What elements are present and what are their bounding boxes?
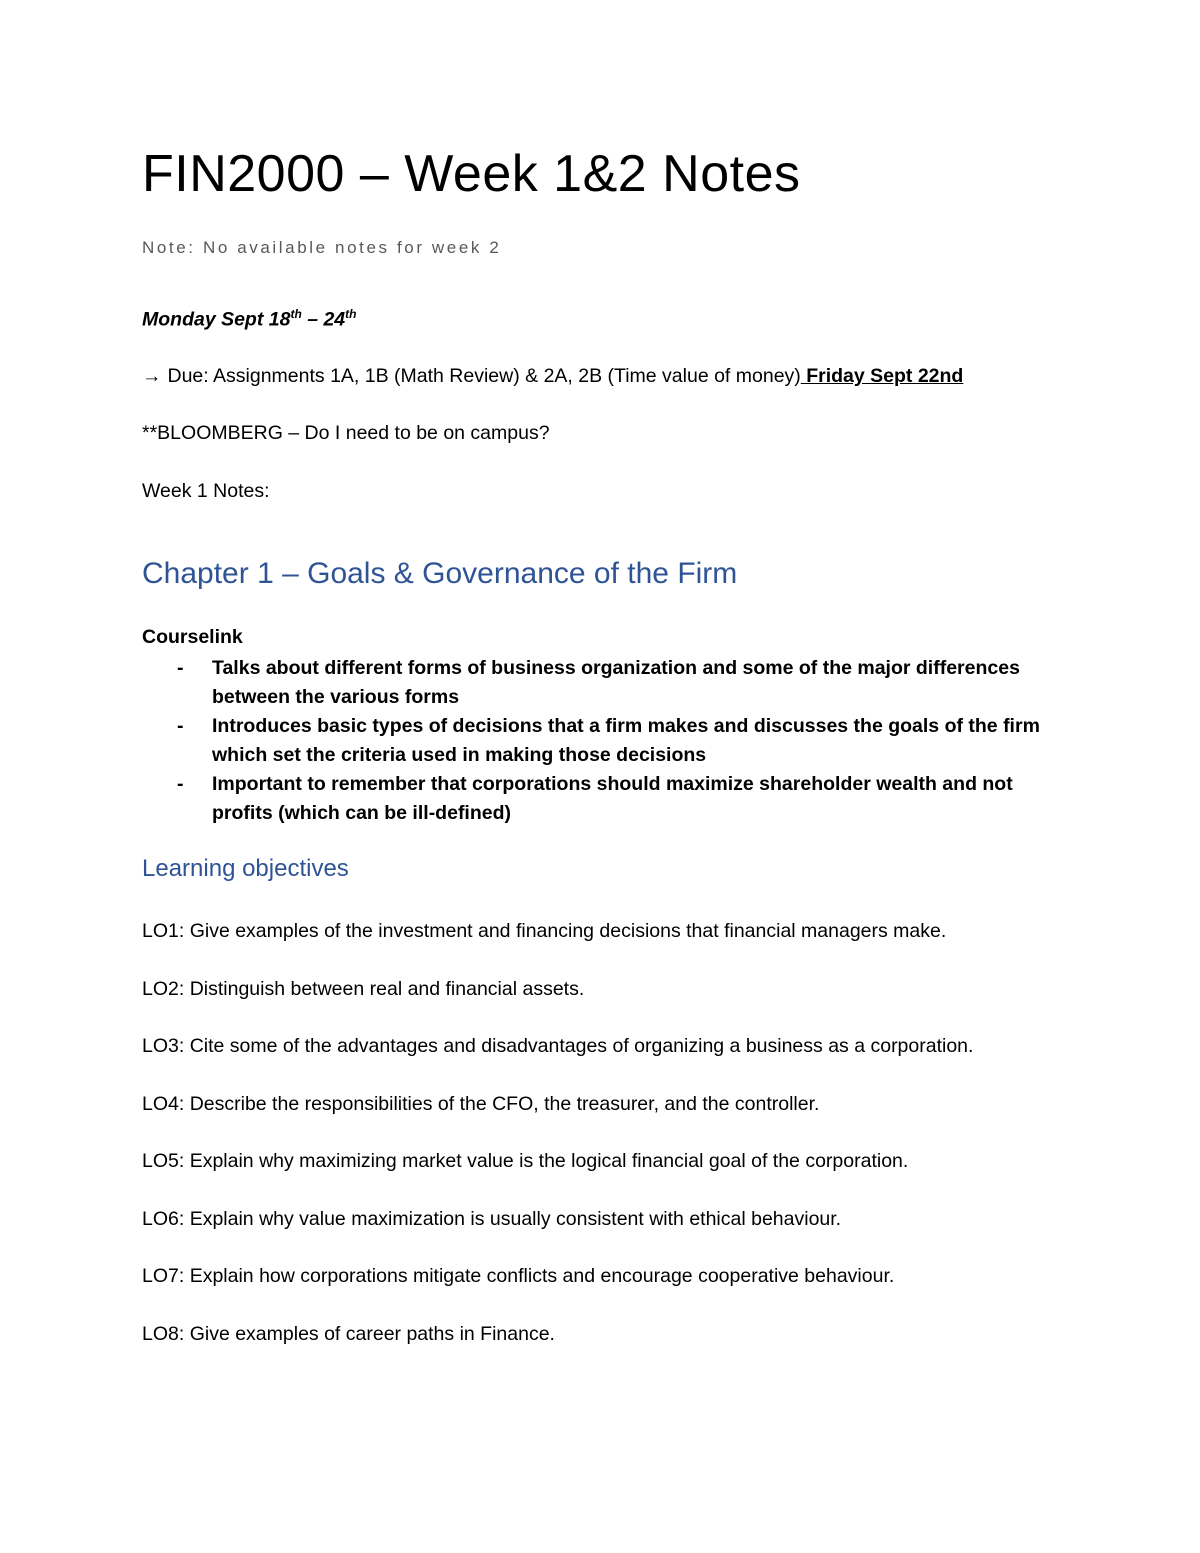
learning-objective: LO8: Give examples of career paths in Finance. xyxy=(142,1322,555,1345)
learning-objective: LO2: Distinguish between real and financial assets. xyxy=(142,977,585,1000)
bullet-text: Talks about different forms of business organization and some of the major differences between the various forms xyxy=(212,657,1020,708)
chapter-heading: Chapter 1 – Goals & Governance of the Firm xyxy=(142,557,738,590)
learning-objective: LO6: Explain why value maximization is usually consistent with ethical behaviour. xyxy=(142,1207,842,1230)
date-start: Monday Sept 18 xyxy=(142,308,291,331)
arrow-right-icon: → xyxy=(142,365,162,387)
due-deadline: Friday Sept 22nd xyxy=(800,365,964,387)
courselink-label: Courselink xyxy=(142,626,243,648)
learning-objectives-list xyxy=(142,917,1062,1377)
date-end: – 24 xyxy=(301,308,346,331)
week-notes-label: Week 1 Notes: xyxy=(142,480,270,502)
list-item xyxy=(142,770,1062,828)
learning-objective: LO3: Cite some of the advantages and disadvantages of organizing a business as a corporation. xyxy=(142,1035,974,1057)
date-range xyxy=(142,307,356,332)
learning-objective: LO1: Give examples of the investment and financing decisions that financial managers make. xyxy=(142,920,947,942)
list-item xyxy=(142,712,1062,770)
bullet-text: Introduces basic types of decisions that a firm makes and discusses the goals of the firm which set the criteria used in making those decisions xyxy=(212,715,1040,766)
learning-objective: LO7: Explain how corporations mitigate conflicts and encourage cooperative behaviour. xyxy=(142,1265,895,1287)
dash-bullet-icon: - xyxy=(177,773,184,795)
learning-objectives-heading: Learning objectives xyxy=(142,855,349,882)
dash-bullet-icon: - xyxy=(177,715,184,737)
list-item xyxy=(142,654,1062,712)
page-title: FIN2000 – Week 1&2 Notes xyxy=(142,145,801,203)
due-text: Due: Assignments 1A, 1B (Math Review) & 2A, 2B (Time value of money) xyxy=(167,365,801,387)
dash-bullet-icon: - xyxy=(177,657,184,679)
learning-objective: LO4: Describe the responsibilities of the CFO, the treasurer, and the controller. xyxy=(142,1092,820,1115)
subtitle-note: Note: No available notes for week 2 xyxy=(142,238,502,257)
date-start-suffix: th xyxy=(290,307,302,321)
learning-objective: LO5: Explain why maximizing market value is the logical financial goal of the corporation. xyxy=(142,1150,909,1172)
due-line xyxy=(142,365,963,388)
bloomberg-question: **BLOOMBERG – Do I need to be on campus? xyxy=(142,422,550,444)
bullet-text: Important to remember that corporations should maximize shareholder wealth and not profits (which can be ill-defined) xyxy=(212,773,1013,824)
date-end-suffix: th xyxy=(345,307,357,321)
courselink-bullets xyxy=(142,654,1062,828)
